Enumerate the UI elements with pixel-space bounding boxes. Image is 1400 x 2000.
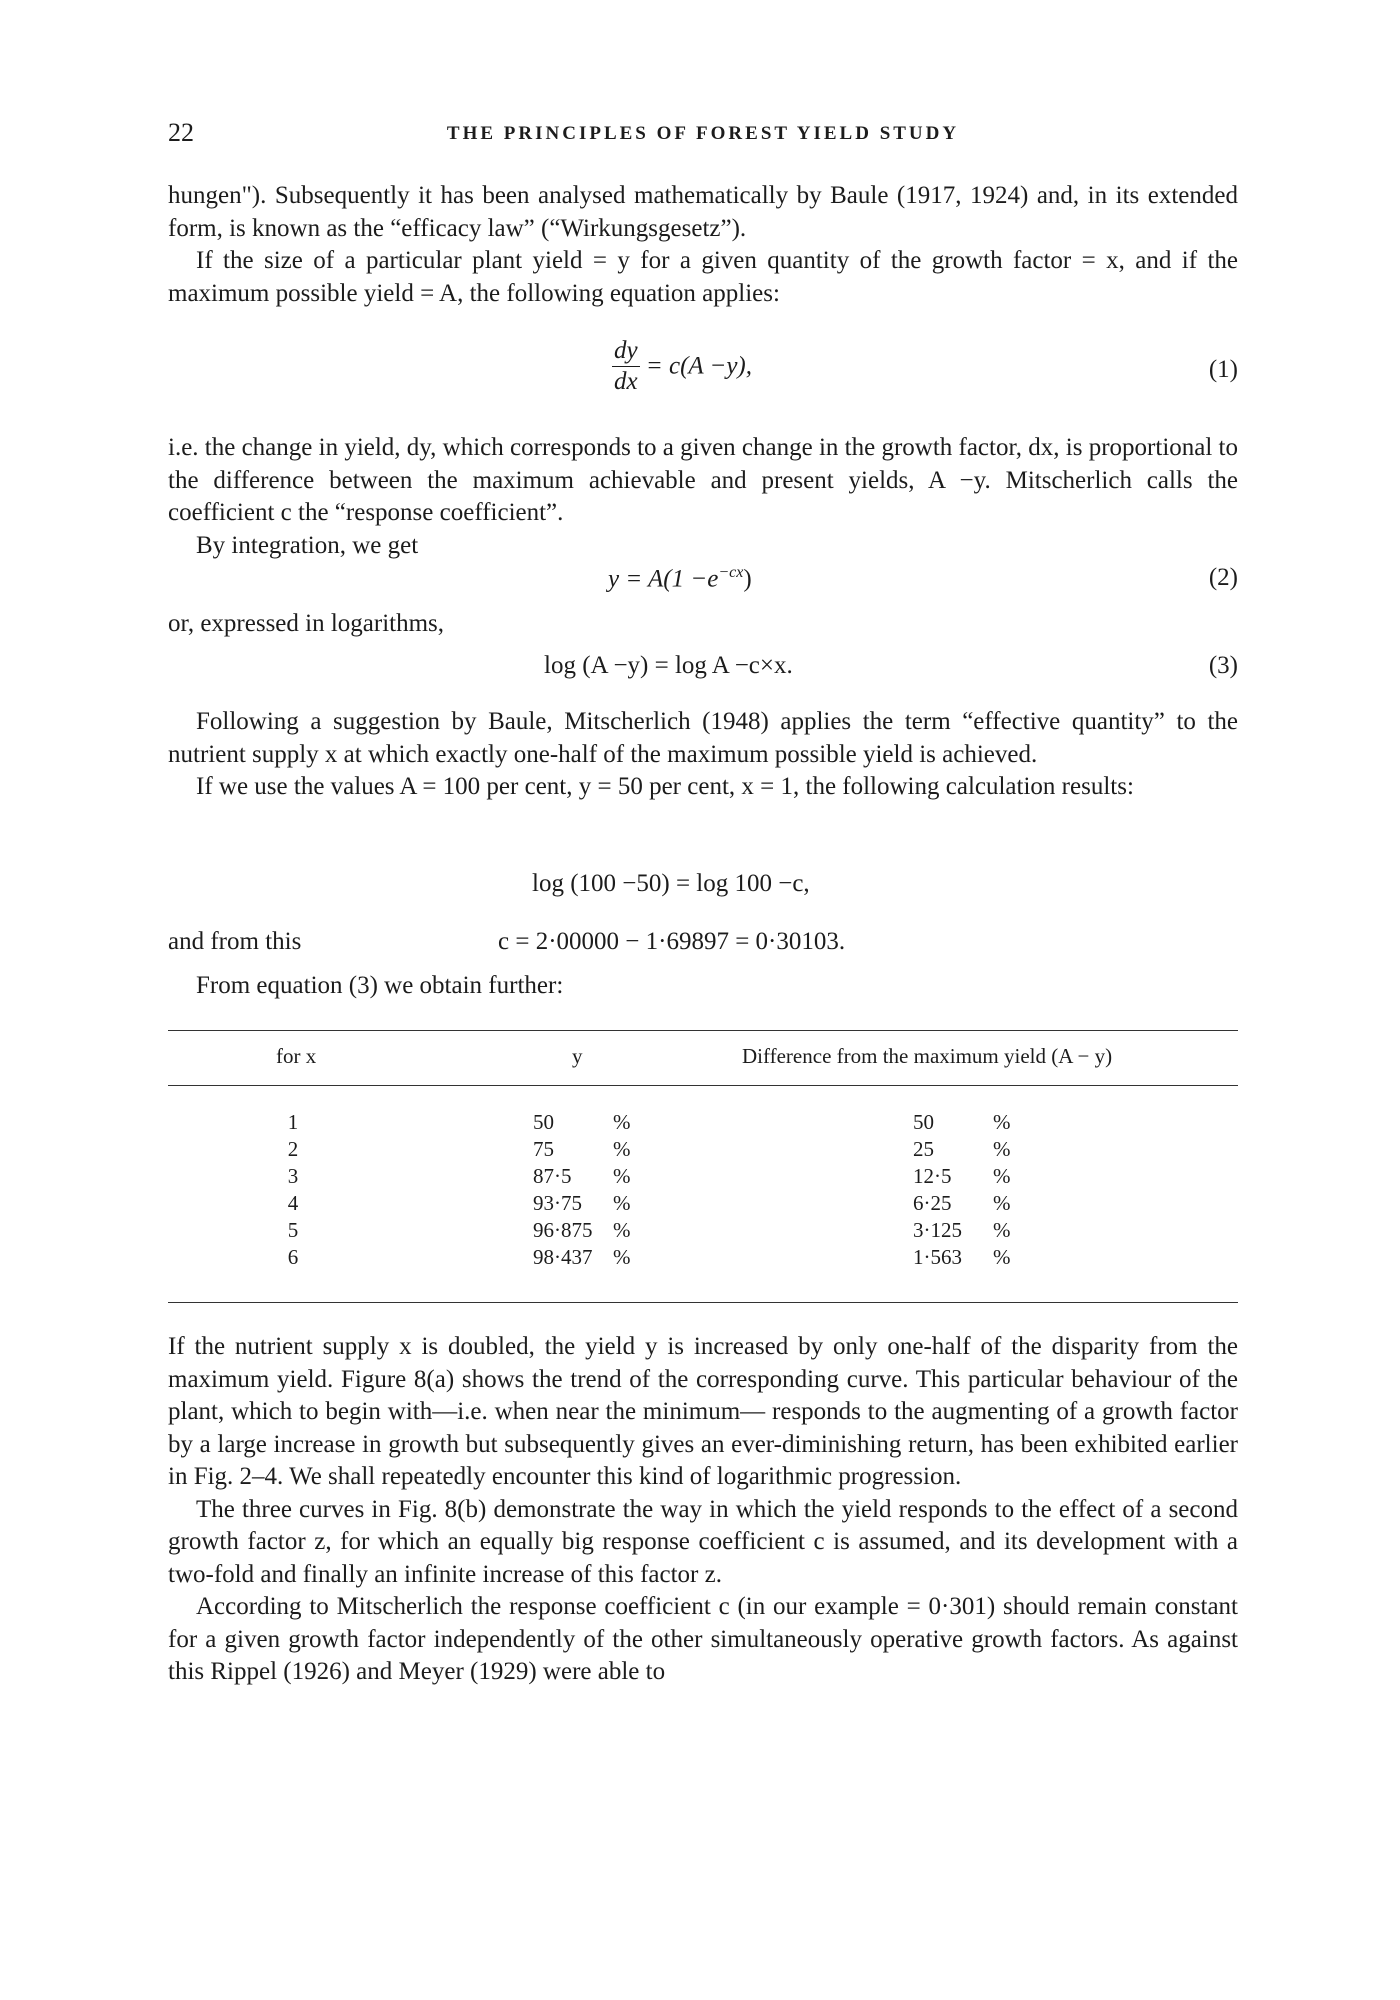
cell-diff: 12·5 — [913, 1164, 952, 1188]
cell-y-unit: % — [613, 1164, 631, 1188]
equation-2-text: y = A(1 −e — [608, 565, 719, 593]
cell-diff: 1·563 — [913, 1245, 962, 1269]
table-rule-top — [168, 1030, 1238, 1031]
text-block-2 — [168, 432, 1238, 562]
cell-y: 87·5 — [533, 1164, 572, 1188]
equation-5-lead: and from this — [168, 928, 302, 955]
table-rule-header — [168, 1085, 1238, 1086]
cell-y: 50 — [533, 1110, 554, 1134]
cell-y: 93·75 — [533, 1191, 582, 1215]
equation-2-number: (2) — [1208, 564, 1238, 591]
table-header-y: y — [572, 1044, 583, 1068]
cell-diff-unit: % — [993, 1164, 1011, 1188]
equation-3-number: (3) — [1208, 652, 1238, 679]
paragraph-continued: hungen"). Subsequently it has been analysed mathematically by Baule (1917, 1924) and, in its extended form, is known as the “efficacy law” (“Wirkungsgesetz”). — [168, 182, 1238, 242]
page — [168, 0, 1238, 2000]
equation-2-exponent: −cx — [718, 564, 744, 581]
text-block-5 — [168, 970, 1238, 1003]
cell-diff: 3·125 — [913, 1218, 962, 1242]
equation-3-text: log (A −y) = log A −c×x. — [544, 652, 793, 679]
paragraph-logarithms: or, expressed in logarithms, — [168, 610, 445, 637]
table-row — [168, 1245, 1238, 1272]
equation-4-text: log (100 −50) = log 100 −c, — [532, 870, 810, 897]
table-rule-bottom — [168, 1302, 1238, 1303]
paragraph-change-in-yield: i.e. the change in yield, dy, which corresponds to a given change in the growth factor, dx, is proportional to the difference between the maximum achievable and present yields, A −y. Mitscherlich calls the coefficient c the “response coefficient”. — [168, 434, 1239, 526]
cell-diff-unit: % — [993, 1218, 1011, 1242]
cell-y-unit: % — [613, 1245, 631, 1269]
paragraph-mitscherlich-constant: According to Mitscherlich the response coefficient c (in our example = 0·301) should remain constant for a given growth factor independently of the other simultaneously operative growth factors. As against this Rippel (1926) and Meyer (1929) were able to — [168, 1593, 1238, 1685]
paragraph-effective-quantity: Following a suggestion by Baule, Mitscherlich (1948) applies the term “effective quantity” to the nutrient supply x at which exactly one-half of the maximum possible yield is achieved. — [168, 708, 1238, 768]
equation-4 — [168, 870, 1238, 904]
equation-1-rhs: = c(A −y), — [645, 352, 753, 380]
paragraph-from-equation-3: From equation (3) we obtain further: — [196, 972, 564, 999]
equation-1-denominator: dx — [614, 368, 638, 395]
table-header-row — [168, 1044, 1238, 1074]
cell-diff-unit: % — [993, 1137, 1011, 1161]
equation-2 — [168, 564, 1238, 598]
equation-1-number: (1) — [1208, 356, 1238, 383]
table-header-x: for x — [276, 1044, 317, 1068]
cell-diff: 6·25 — [913, 1191, 952, 1215]
table-row — [168, 1191, 1238, 1218]
cell-diff-unit: % — [993, 1245, 1011, 1269]
equation-3 — [168, 652, 1238, 686]
cell-x: 6 — [287, 1245, 299, 1269]
table-header-difference: Difference from the maximum yield (A − y) — [742, 1044, 1113, 1068]
table-row — [168, 1164, 1238, 1191]
equation-1 — [168, 336, 1238, 406]
text-block-3 — [168, 608, 1238, 641]
paragraph-nutrient-doubled: If the nutrient supply x is doubled, the yield y is increased by only one-half of the disparity from the maximum yield. Figure 8(a) shows the trend of the corresponding curve. This particular behaviour of the plant, which to begin with—i.e. when near the minimum— responds to the augmenting of a growth factor by a large increase in growth but subsequently gives an ever-diminishing return, has been exhibited earlier in Fig. 2–4. We shall repeatedly encounter this kind of logarithmic progression. — [168, 1333, 1238, 1490]
cell-x: 5 — [287, 1218, 299, 1242]
text-block-6 — [168, 1331, 1238, 1689]
table-row — [168, 1137, 1238, 1164]
equation-2-close: ) — [743, 565, 752, 593]
equation-5-text: c = 2·00000 − 1·69897 = 0·30103. — [498, 928, 846, 955]
page-number: 22 — [168, 118, 194, 147]
cell-y-unit: % — [613, 1218, 631, 1242]
cell-y-unit: % — [613, 1110, 631, 1134]
cell-y-unit: % — [613, 1137, 631, 1161]
text-block-1 — [168, 180, 1238, 310]
cell-y: 75 — [533, 1137, 554, 1161]
paragraph-yield-definition: If the size of a particular plant yield = y for a given quantity of the growth factor = x, and if the maximum possible yield = A, the following equation applies: — [168, 247, 1238, 307]
cell-x: 1 — [287, 1110, 299, 1134]
cell-y: 96·875 — [533, 1218, 593, 1242]
equation-1-numerator: dy — [614, 337, 638, 364]
paragraph-values: If we use the values A = 100 per cent, y = 50 per cent, x = 1, the following calculation results: — [196, 773, 1134, 800]
cell-diff-unit: % — [993, 1191, 1011, 1215]
paragraph-integration: By integration, we get — [196, 531, 419, 559]
equation-1-fraction — [612, 336, 640, 397]
cell-diff: 25 — [913, 1137, 934, 1161]
cell-y: 98·437 — [533, 1245, 593, 1269]
cell-x: 4 — [287, 1191, 299, 1215]
table-row — [168, 1218, 1238, 1245]
table-body — [168, 1110, 1238, 1280]
running-title: THE PRINCIPLES OF FOREST YIELD STUDY — [446, 123, 960, 144]
equation-5-line — [168, 928, 1238, 962]
table-row — [168, 1110, 1238, 1137]
cell-diff: 50 — [913, 1110, 934, 1134]
page-header — [168, 118, 1238, 152]
paragraph-three-curves: The three curves in Fig. 8(b) demonstrate the way in which the yield responds to the effect of a second growth factor z, for which an equally big response coefficient c is assumed, and its development with a two-fold and finally an infinite increase of this factor z. — [168, 1495, 1238, 1588]
cell-x: 3 — [287, 1164, 299, 1188]
cell-diff-unit: % — [993, 1110, 1011, 1134]
cell-x: 2 — [287, 1137, 299, 1161]
cell-y-unit: % — [613, 1191, 631, 1215]
text-block-4 — [168, 706, 1238, 804]
